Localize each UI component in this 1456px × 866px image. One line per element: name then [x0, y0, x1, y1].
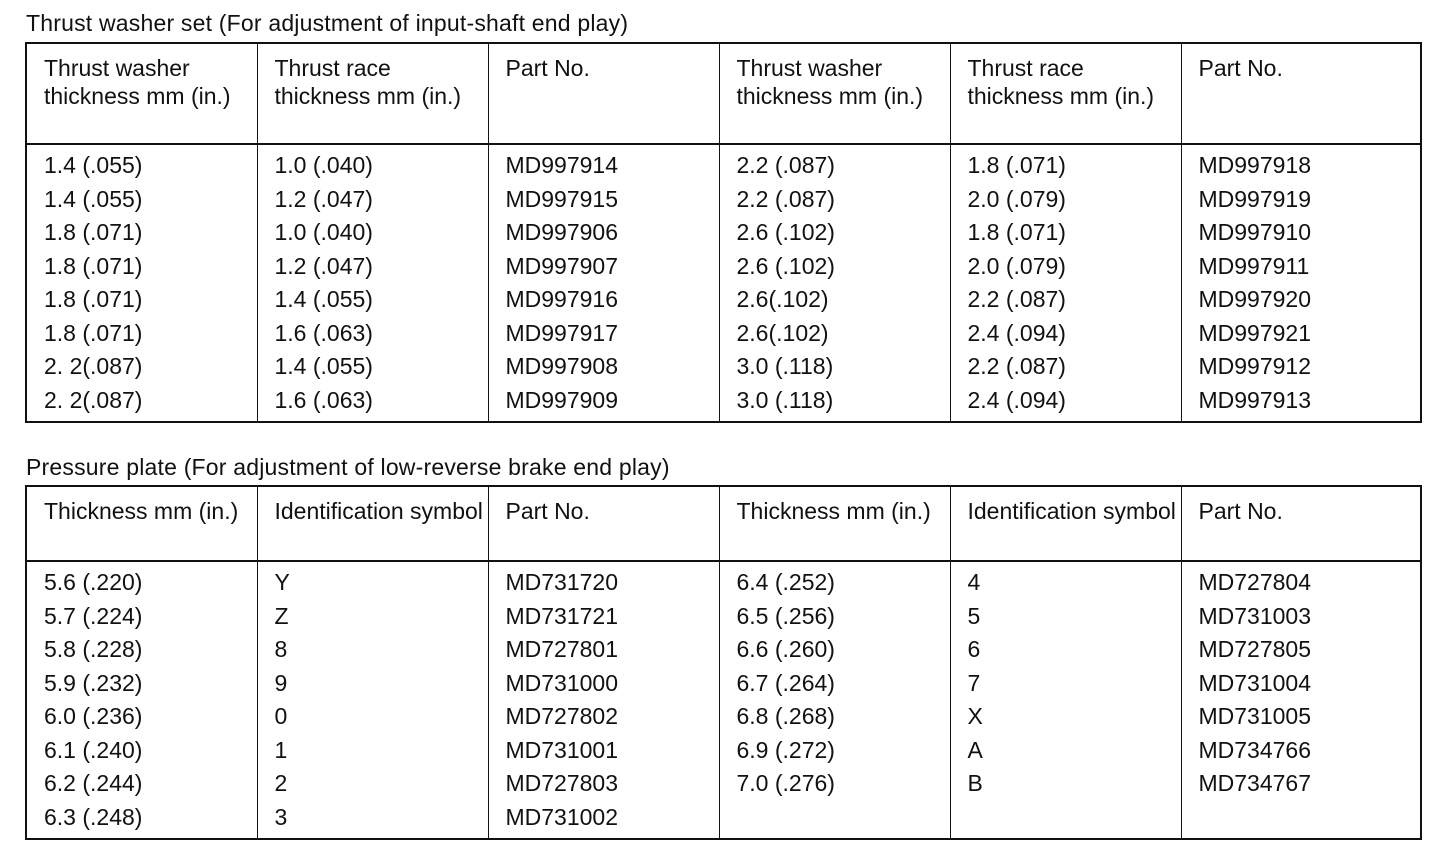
table-cell: MD731001: [488, 734, 719, 768]
table-cell: 6.5 (.256): [719, 600, 950, 634]
table-cell: Y: [257, 561, 488, 600]
table-cell: 1.4 (.055): [257, 350, 488, 384]
table-cell: 5.9 (.232): [26, 667, 257, 701]
table-cell: MD731004: [1181, 667, 1421, 701]
table-row: [26, 317, 1421, 351]
table-cell: 6.9 (.272): [719, 734, 950, 768]
table-cell: MD727805: [1181, 633, 1421, 667]
table-cell: 2. 2(.087): [26, 350, 257, 384]
table-cell: 2.2 (.087): [950, 350, 1181, 384]
table-cell: 2.6(.102): [719, 283, 950, 317]
table-cell: 5.7 (.224): [26, 600, 257, 634]
table-cell: MD997918: [1181, 144, 1421, 183]
column-header: Thrust race thickness mm (in.): [257, 43, 488, 144]
table-cell: MD731721: [488, 600, 719, 634]
table-cell: 2.2 (.087): [719, 183, 950, 217]
column-header: Part No.: [1181, 486, 1421, 561]
column-header: Identification symbol: [257, 486, 488, 561]
table-cell: Z: [257, 600, 488, 634]
header-row: [26, 486, 1421, 561]
table-cell: 6.3 (.248): [26, 801, 257, 840]
table-cell: 1.6 (.063): [257, 317, 488, 351]
table-cell: MD731000: [488, 667, 719, 701]
table-cell: MD997910: [1181, 216, 1421, 250]
table-cell: MD997921: [1181, 317, 1421, 351]
table-row: [26, 350, 1421, 384]
table-cell: 6.4 (.252): [719, 561, 950, 600]
table-cell: MD727801: [488, 633, 719, 667]
table-cell: 2.6 (.102): [719, 250, 950, 284]
table-cell: MD731005: [1181, 700, 1421, 734]
column-header: Part No.: [1181, 43, 1421, 144]
table-cell: [950, 801, 1181, 840]
table-row: [26, 144, 1421, 183]
table-cell: MD734767: [1181, 767, 1421, 801]
table-cell: 1.0 (.040): [257, 216, 488, 250]
table-cell: 2.4 (.094): [950, 317, 1181, 351]
column-header: Identification symbol: [950, 486, 1181, 561]
table-row: [26, 250, 1421, 284]
table-cell: 1.4 (.055): [26, 144, 257, 183]
table-cell: 2: [257, 767, 488, 801]
table-cell: 2.6 (.102): [719, 216, 950, 250]
table-row: [26, 734, 1421, 768]
table-cell: MD997906: [488, 216, 719, 250]
table-cell: 3.0 (.118): [719, 384, 950, 423]
table-cell: MD734766: [1181, 734, 1421, 768]
table-cell: MD997917: [488, 317, 719, 351]
table-cell: 1.2 (.047): [257, 183, 488, 217]
table-row: [26, 700, 1421, 734]
table-cell: 8: [257, 633, 488, 667]
table-cell: 1.8 (.071): [26, 250, 257, 284]
pressure-plate-caption: Pressure plate (For adjustment of low-reverse brake end play): [26, 454, 670, 480]
column-header: Thrust washer thickness mm (in.): [26, 43, 257, 144]
table-cell: MD997916: [488, 283, 719, 317]
table-cell: [719, 801, 950, 840]
table-cell: 2.4 (.094): [950, 384, 1181, 423]
table-cell: 1.8 (.071): [950, 216, 1181, 250]
table-cell: MD997915: [488, 183, 719, 217]
table-cell: MD997912: [1181, 350, 1421, 384]
table-cell: 1.8 (.071): [26, 216, 257, 250]
table-cell: 1.6 (.063): [257, 384, 488, 423]
table-cell: 1.2 (.047): [257, 250, 488, 284]
table-row: [26, 216, 1421, 250]
table-cell: MD727802: [488, 700, 719, 734]
table-cell: 2.2 (.087): [719, 144, 950, 183]
table-row: [26, 183, 1421, 217]
column-header: Part No.: [488, 43, 719, 144]
table-cell: MD727803: [488, 767, 719, 801]
table-cell: 1.8 (.071): [950, 144, 1181, 183]
table-cell: 1.8 (.071): [26, 283, 257, 317]
table-cell: 2.0 (.079): [950, 183, 1181, 217]
table-row: [26, 633, 1421, 667]
table-cell: B: [950, 767, 1181, 801]
table-row: [26, 801, 1421, 840]
table-cell: 1.8 (.071): [26, 317, 257, 351]
table-cell: 2. 2(.087): [26, 384, 257, 423]
table-cell: 5: [950, 600, 1181, 634]
header-row: [26, 43, 1421, 144]
table-cell: 1.4 (.055): [26, 183, 257, 217]
table-cell: [1181, 801, 1421, 840]
table-cell: 1.4 (.055): [257, 283, 488, 317]
column-header: Thickness mm (in.): [719, 486, 950, 561]
table-cell: MD997907: [488, 250, 719, 284]
table-row: [26, 561, 1421, 600]
table-cell: 6.7 (.264): [719, 667, 950, 701]
table-cell: 6.0 (.236): [26, 700, 257, 734]
table-cell: 6.6 (.260): [719, 633, 950, 667]
table-row: [26, 283, 1421, 317]
table-cell: 2.0 (.079): [950, 250, 1181, 284]
table-cell: 5.8 (.228): [26, 633, 257, 667]
table-cell: A: [950, 734, 1181, 768]
table-cell: MD997913: [1181, 384, 1421, 423]
table-cell: 7.0 (.276): [719, 767, 950, 801]
thrust-washer-caption: Thrust washer set (For adjustment of input-shaft end play): [26, 10, 629, 36]
table-cell: MD997911: [1181, 250, 1421, 284]
table-cell: MD997920: [1181, 283, 1421, 317]
table-cell: 7: [950, 667, 1181, 701]
table-cell: MD731003: [1181, 600, 1421, 634]
table-cell: 1.0 (.040): [257, 144, 488, 183]
table-cell: 5.6 (.220): [26, 561, 257, 600]
table-cell: 6.2 (.244): [26, 767, 257, 801]
column-header: Part No.: [488, 486, 719, 561]
table-row: [26, 667, 1421, 701]
table-cell: 2.2 (.087): [950, 283, 1181, 317]
table-cell: 6: [950, 633, 1181, 667]
table-cell: 6.1 (.240): [26, 734, 257, 768]
thrust-washer-table: [25, 42, 1422, 423]
pressure-plate-table: [25, 485, 1422, 840]
table-cell: 3.0 (.118): [719, 350, 950, 384]
table-cell: X: [950, 700, 1181, 734]
table-cell: MD731720: [488, 561, 719, 600]
column-header: Thrust race thickness mm (in.): [950, 43, 1181, 144]
table-row: [26, 767, 1421, 801]
table-cell: 3: [257, 801, 488, 840]
table-cell: 4: [950, 561, 1181, 600]
table-cell: 9: [257, 667, 488, 701]
table-cell: MD997914: [488, 144, 719, 183]
table-cell: MD997908: [488, 350, 719, 384]
table-cell: MD727804: [1181, 561, 1421, 600]
column-header: Thrust washer thickness mm (in.): [719, 43, 950, 144]
table-row: [26, 384, 1421, 423]
table-row: [26, 600, 1421, 634]
table-cell: MD997909: [488, 384, 719, 423]
table-cell: 6.8 (.268): [719, 700, 950, 734]
table-cell: MD731002: [488, 801, 719, 840]
table-cell: MD997919: [1181, 183, 1421, 217]
table-cell: 1: [257, 734, 488, 768]
table-cell: 0: [257, 700, 488, 734]
column-header: Thickness mm (in.): [26, 486, 257, 561]
table-cell: 2.6(.102): [719, 317, 950, 351]
